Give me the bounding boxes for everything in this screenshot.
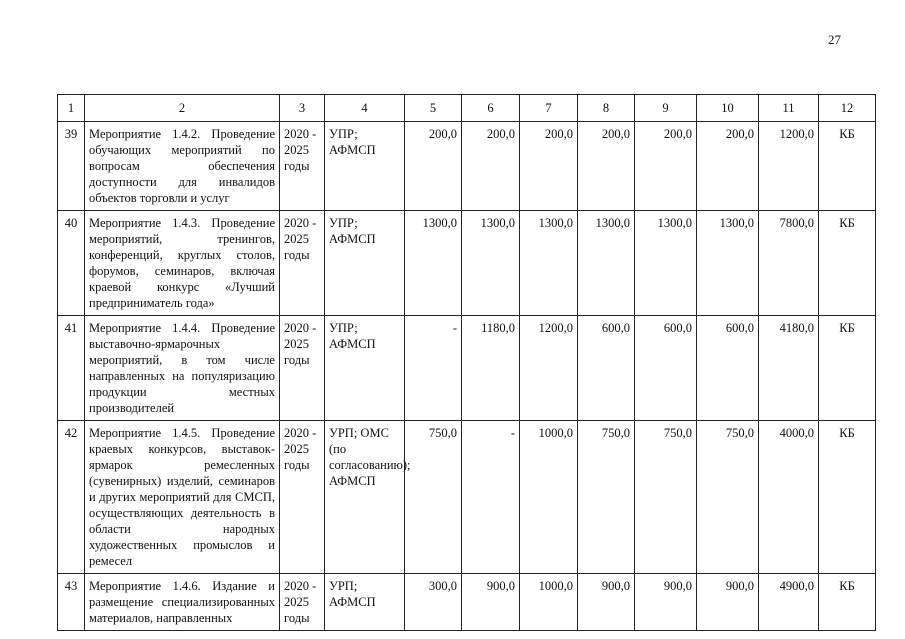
column-number: 10: [697, 95, 759, 122]
value-cell: 750,0: [405, 421, 462, 574]
value-cell: 4180,0: [759, 316, 819, 421]
value-cell: 1300,0: [520, 211, 578, 316]
measure-name-cell: Мероприятие 1.4.2. Проведение обучающих мероприятий по вопросам обеспечения доступности для инвалидов объектов торговли и услуг: [85, 122, 280, 211]
value-cell: 200,0: [697, 122, 759, 211]
column-number: 7: [520, 95, 578, 122]
value-cell: 1300,0: [405, 211, 462, 316]
value-cell: 1300,0: [462, 211, 520, 316]
value-cell: 200,0: [462, 122, 520, 211]
value-cell: 1000,0: [520, 574, 578, 631]
column-number: 6: [462, 95, 520, 122]
row-number-cell: 42: [58, 421, 85, 574]
measure-name-cell: Мероприятие 1.4.6. Издание и размещение специализированных материалов, направленных: [85, 574, 280, 631]
value-cell: 200,0: [520, 122, 578, 211]
row-number-cell: 40: [58, 211, 85, 316]
value-cell: 7800,0: [759, 211, 819, 316]
measure-name-cell: Мероприятие 1.4.3. Проведение мероприятий, тренингов, конференций, круглых столов, форумов, семинаров, включая краевой конкурс «Лучший предприниматель года»: [85, 211, 280, 316]
funding-source-cell: КБ: [819, 316, 876, 421]
row-number-cell: 43: [58, 574, 85, 631]
row-number-cell: 39: [58, 122, 85, 211]
period-cell: 2020 - 2025 годы: [280, 421, 325, 574]
measure-name-cell: Мероприятие 1.4.4. Проведение выставочно-ярмарочных мероприятий, в том числе направленных на популяризацию продукции местных производителей: [85, 316, 280, 421]
value-cell: 600,0: [697, 316, 759, 421]
value-cell: 1200,0: [520, 316, 578, 421]
value-cell: 900,0: [697, 574, 759, 631]
value-cell: 750,0: [578, 421, 635, 574]
column-number-row: [58, 95, 876, 122]
value-cell: -: [405, 316, 462, 421]
program-measures-table: [57, 94, 876, 631]
period-cell: 2020 - 2025 годы: [280, 122, 325, 211]
executor-cell: УПР; АФМСП: [325, 316, 405, 421]
value-cell: 900,0: [578, 574, 635, 631]
funding-source-cell: КБ: [819, 211, 876, 316]
value-cell: 1180,0: [462, 316, 520, 421]
funding-source-cell: КБ: [819, 421, 876, 574]
value-cell: 200,0: [635, 122, 697, 211]
funding-source-cell: КБ: [819, 122, 876, 211]
value-cell: 1000,0: [520, 421, 578, 574]
executor-cell: УРП; АФМСП: [325, 574, 405, 631]
value-cell: -: [462, 421, 520, 574]
period-cell: 2020 - 2025 годы: [280, 316, 325, 421]
measure-name-cell: Мероприятие 1.4.5. Проведение краевых конкурсов, выставок-ярмарок ремесленных (сувенирных) изделий, семинаров и других мероприятий для СМСП, осуществляющих деятельность в области народных художественных промыслов и ремесел: [85, 421, 280, 574]
table-row: [58, 211, 876, 316]
column-number: 9: [635, 95, 697, 122]
column-number: 1: [58, 95, 85, 122]
table-row: [58, 421, 876, 574]
table-row: [58, 574, 876, 631]
executor-cell: УПР; АФМСП: [325, 211, 405, 316]
value-cell: 900,0: [635, 574, 697, 631]
value-cell: 750,0: [635, 421, 697, 574]
period-cell: 2020 - 2025 годы: [280, 574, 325, 631]
column-number: 3: [280, 95, 325, 122]
value-cell: 1300,0: [578, 211, 635, 316]
executor-cell: УПР; АФМСП: [325, 122, 405, 211]
value-cell: 200,0: [405, 122, 462, 211]
value-cell: 600,0: [635, 316, 697, 421]
column-number: 8: [578, 95, 635, 122]
value-cell: 750,0: [697, 421, 759, 574]
value-cell: 1300,0: [635, 211, 697, 316]
value-cell: 900,0: [462, 574, 520, 631]
value-cell: 4000,0: [759, 421, 819, 574]
column-number: 12: [819, 95, 876, 122]
period-cell: 2020 - 2025 годы: [280, 211, 325, 316]
column-number: 2: [85, 95, 280, 122]
value-cell: 1300,0: [697, 211, 759, 316]
executor-cell: УРП; ОМС (по согласованию); АФМСП: [325, 421, 405, 574]
column-number: 5: [405, 95, 462, 122]
value-cell: 600,0: [578, 316, 635, 421]
column-number: 4: [325, 95, 405, 122]
row-number-cell: 41: [58, 316, 85, 421]
table-body: [58, 95, 876, 631]
column-number: 11: [759, 95, 819, 122]
funding-source-cell: КБ: [819, 574, 876, 631]
page-number: 27: [828, 32, 841, 47]
value-cell: 300,0: [405, 574, 462, 631]
value-cell: 4900,0: [759, 574, 819, 631]
value-cell: 1200,0: [759, 122, 819, 211]
table-row: [58, 316, 876, 421]
value-cell: 200,0: [578, 122, 635, 211]
table-row: [58, 122, 876, 211]
